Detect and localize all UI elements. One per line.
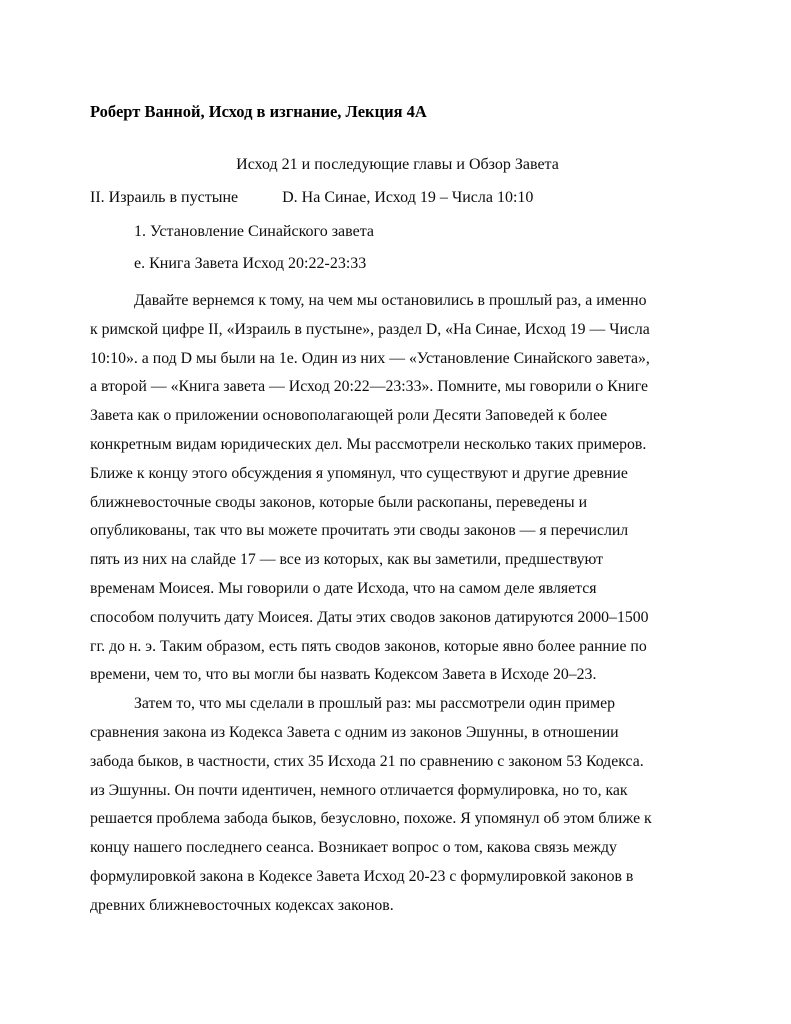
text-line: способом получить дату Моисея. Даты этих сводов законов датируются 2000–1500 xyxy=(90,608,649,626)
text-line: конкретным видам юридических дел. Мы рассмотрели несколько таких примеров. xyxy=(90,435,647,453)
text-line: Завета как о приложении основополагающей роли Десяти Заповедей к более xyxy=(90,407,608,425)
text-line: Затем то, что мы сделали в прошлый раз: мы рассмотрели один пример xyxy=(134,695,616,713)
text-line: сравнения закона из Кодекса Завета с одним из законов Эшунны, в отношении xyxy=(90,723,619,741)
outline-section-row xyxy=(90,187,705,209)
document-body xyxy=(90,287,705,921)
text-line: а второй — «Книга завета — Исход 20:22—23:33». Помните, мы говорили о Книге xyxy=(90,378,649,396)
text-line: опубликованы, так что вы можете прочитать эти своды законов — я перечислил xyxy=(90,522,629,540)
paragraph-2 xyxy=(90,690,705,920)
outline-sub-item-2: е. Книга Завета Исход 20:22-23:33 xyxy=(134,255,367,272)
text-line: древних ближневосточных кодексах законов. xyxy=(90,896,394,914)
paragraph-1 xyxy=(90,287,705,690)
text-line: формулировкой закона в Кодексе Завета Исход 20-23 с формулировкой законов в xyxy=(90,867,634,885)
text-line: из Эшунны. Он почти идентичен, немного отличается формулировка, но то, как xyxy=(90,781,628,799)
text-line: Ближе к концу этого обсуждения я упомянул, что существуют и другие древние xyxy=(90,464,628,482)
text-line: концу нашего последнего сеанса. Возникает вопрос о том, какова связь между xyxy=(90,839,617,857)
text-line: ближневосточные своды законов, которые были раскопаны, переведены и xyxy=(90,493,588,511)
document-subtitle: Исход 21 и последующие главы и Обзор Завета xyxy=(236,156,559,173)
outline-section-left: II. Израиль в пустыне xyxy=(90,189,239,206)
text-line: забода быков, в частности, стих 35 Исхода 21 по сравнению с законом 53 Кодекса. xyxy=(90,752,644,770)
text-line: решается проблема забода быков, безусловно, похоже. Я упомянул об этом ближе к xyxy=(90,810,652,828)
text-line: гг. до н. э. Таким образом, есть пять сводов законов, которые явно более ранние по xyxy=(90,637,647,655)
text-line: временам Моисея. Мы говорили о дате Исхода, что на самом деле является xyxy=(90,579,597,597)
text-line: времени, чем то, что вы могли бы назвать Кодексом Завета в Исходе 20–23. xyxy=(90,666,597,684)
text-line: Давайте вернемся к тому, на чем мы остановились в прошлый раз, а именно xyxy=(134,292,647,309)
outline-section-right: D. На Синае, Исход 19 – Числа 10:10 xyxy=(282,189,534,206)
text-line: пять из них на слайде 17 — все из которых, как вы заметили, предшествуют xyxy=(90,551,604,569)
text-line: 10:10». а под D мы были на 1е. Один из них — «Установление Синайского завета», xyxy=(90,349,650,367)
outline-sub-item-1: 1. Установление Синайского завета xyxy=(134,223,374,240)
document-title: Роберт Ванной, Исход в изгнание, Лекция 4А xyxy=(90,102,427,121)
text-line: к римской цифре II, «Израиль в пустыне», раздел D, «На Синае, Исход 19 — Числа xyxy=(90,320,650,338)
